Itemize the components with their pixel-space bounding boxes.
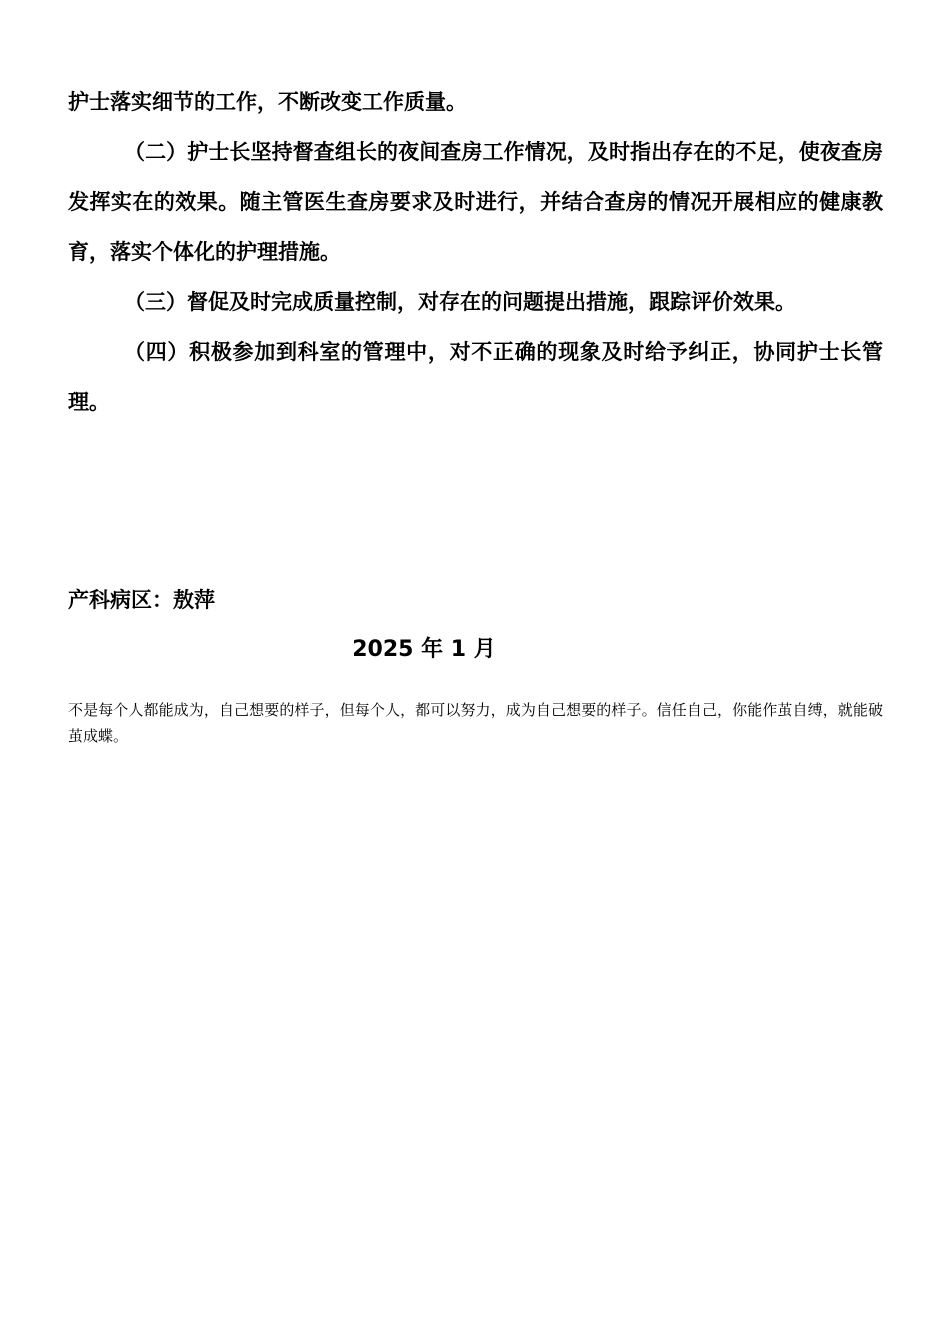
document-body [68, 77, 883, 427]
paragraph-continuation: 护士落实细节的工作，不断改变工作质量。 [68, 90, 467, 114]
paragraph-item-two: （二）护士长坚持督查组长的夜间查房工作情况，及时指出存在的不足，使夜查房发挥实在的效果。随主管医生查房要求及时进行，并结合查房的情况开展相应的健康教育，落实个体化的护理措施。 [68, 140, 883, 264]
footer-quote: 不是每个人都能成为，自己想要的样子，但每个人，都可以努力，成为自己想要的样子。信任自己，你能作茧自缚，就能破茧成蝶。 [68, 701, 883, 745]
paragraph-item-three: （三）督促及时完成质量控制，对存在的问题提出措施，跟踪评价效果。 [124, 290, 796, 314]
document-date: 2025 年 1 月 [352, 637, 496, 662]
signature-line: 产科病区：敖萍 [68, 588, 215, 612]
paragraph-item-four: （四）积极参加到科室的管理中，对不正确的现象及时给予纠正，协同护士长管理。 [68, 340, 883, 414]
